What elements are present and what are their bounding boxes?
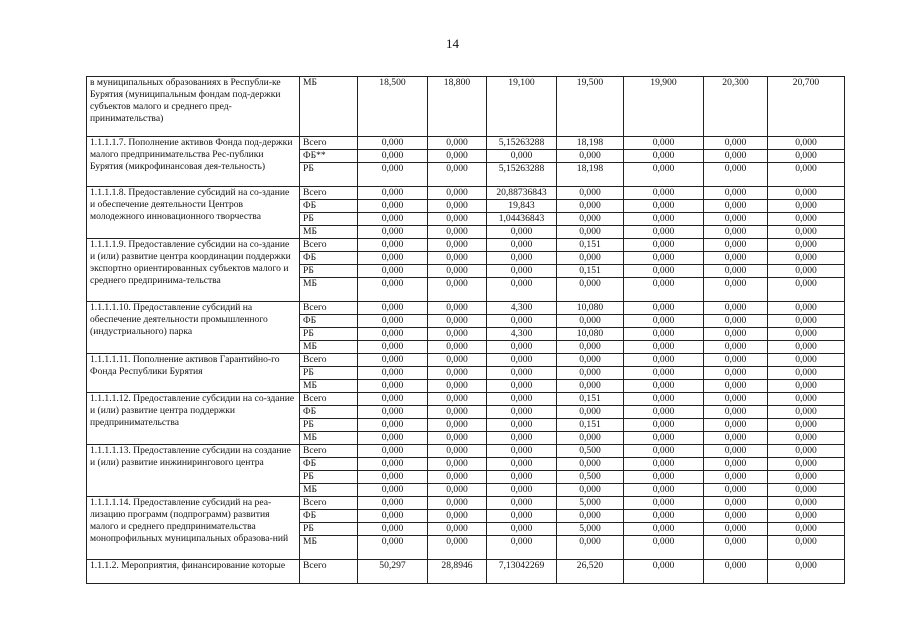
funding-source: МБ (300, 536, 358, 560)
amount-cell: 0,000 (624, 226, 704, 239)
amount-cell: 0,000 (487, 458, 557, 471)
amount-cell: 0,000 (557, 380, 624, 393)
amount-cell: 0,000 (557, 432, 624, 445)
activity-description: 1.1.1.1.11. Пополнение активов Гарантийно-го Фонда Республики Бурятия (87, 354, 300, 393)
table-row (87, 239, 845, 252)
amount-cell: 0,000 (428, 302, 487, 315)
amount-cell: 0,000 (768, 328, 845, 341)
amount-cell: 0,000 (768, 445, 845, 458)
table-row (87, 445, 845, 458)
amount-cell: 0,000 (428, 497, 487, 510)
amount-cell: 0,000 (704, 419, 768, 432)
amount-cell: 0,000 (428, 265, 487, 278)
amount-cell: 0,000 (768, 432, 845, 445)
amount-cell: 0,000 (557, 406, 624, 419)
amount-cell: 0,000 (704, 432, 768, 445)
amount-cell: 20,88736843 (487, 187, 557, 200)
amount-cell: 0,000 (358, 471, 428, 484)
funding-source: ФБ (300, 458, 358, 471)
amount-cell: 0,000 (704, 497, 768, 510)
amount-cell: 0,000 (768, 393, 845, 406)
amount-cell: 0,000 (704, 341, 768, 354)
amount-cell: 0,000 (704, 200, 768, 213)
funding-source: Всего (300, 393, 358, 406)
amount-cell: 0,000 (487, 226, 557, 239)
amount-cell: 0,000 (768, 419, 845, 432)
amount-cell: 0,000 (487, 445, 557, 458)
amount-cell: 0,000 (487, 497, 557, 510)
funding-source: МБ (300, 226, 358, 239)
amount-cell: 0,151 (557, 393, 624, 406)
amount-cell: 0,000 (768, 252, 845, 265)
amount-cell: 0,151 (557, 419, 624, 432)
funding-source: МБ (300, 278, 358, 302)
amount-cell: 0,000 (768, 150, 845, 163)
amount-cell: 0,000 (768, 484, 845, 497)
table-row (87, 137, 845, 150)
amount-cell: 0,000 (428, 484, 487, 497)
amount-cell: 0,000 (428, 419, 487, 432)
funding-source: РБ (300, 523, 358, 536)
funding-source: ФБ (300, 200, 358, 213)
amount-cell: 0,000 (358, 239, 428, 252)
amount-cell: 19,843 (487, 200, 557, 213)
amount-cell: 0,000 (428, 328, 487, 341)
amount-cell: 0,000 (624, 471, 704, 484)
amount-cell: 0,000 (768, 523, 845, 536)
amount-cell: 0,500 (557, 471, 624, 484)
funding-source: РБ (300, 328, 358, 341)
amount-cell: 0,000 (704, 536, 768, 560)
amount-cell: 0,000 (428, 354, 487, 367)
activity-description: 1.1.1.1.12. Предоставление субсидии на со-здание и (или) развитие центра поддержки предпринимательства (87, 393, 300, 445)
amount-cell: 0,000 (428, 278, 487, 302)
amount-cell: 0,000 (704, 187, 768, 200)
funding-source: Всего (300, 560, 358, 584)
amount-cell: 0,000 (704, 406, 768, 419)
amount-cell: 0,000 (704, 265, 768, 278)
amount-cell: 0,000 (768, 239, 845, 252)
amount-cell: 0,000 (428, 510, 487, 523)
amount-cell: 0,000 (704, 137, 768, 150)
amount-cell: 0,000 (358, 497, 428, 510)
amount-cell: 0,000 (428, 213, 487, 226)
amount-cell: 0,000 (557, 510, 624, 523)
amount-cell: 0,000 (358, 278, 428, 302)
funding-source: РБ (300, 213, 358, 226)
amount-cell: 0,000 (487, 380, 557, 393)
amount-cell: 0,000 (704, 458, 768, 471)
page-number: 14 (446, 36, 459, 51)
amount-cell: 0,000 (704, 393, 768, 406)
amount-cell: 0,000 (624, 354, 704, 367)
amount-cell: 0,000 (358, 484, 428, 497)
amount-cell: 0,000 (428, 341, 487, 354)
amount-cell: 5,000 (557, 497, 624, 510)
activity-description: 1.1.1.1.13. Предоставление субсидии на создание и (или) развитие инжинирингового центра (87, 445, 300, 497)
amount-cell: 19,900 (624, 77, 704, 137)
amount-cell: 0,000 (704, 239, 768, 252)
amount-cell: 0,000 (557, 226, 624, 239)
amount-cell: 0,000 (487, 406, 557, 419)
amount-cell: 0,000 (358, 226, 428, 239)
table-row (87, 302, 845, 315)
amount-cell: 0,000 (704, 484, 768, 497)
amount-cell: 0,000 (768, 187, 845, 200)
activity-description: 1.1.1.1.14. Предоставление субсидий на реа-лизацию программ (подпрограмм) развития малого и среднего предпринимательства монопрофильных муниципальных образова-ний (87, 497, 300, 560)
amount-cell: 0,000 (704, 523, 768, 536)
amount-cell: 0,000 (624, 137, 704, 150)
amount-cell: 0,000 (358, 354, 428, 367)
amount-cell: 0,000 (624, 393, 704, 406)
amount-cell: 0,000 (487, 315, 557, 328)
amount-cell: 0,000 (624, 523, 704, 536)
amount-cell: 0,000 (704, 471, 768, 484)
amount-cell: 0,000 (428, 536, 487, 560)
funding-source: Всего (300, 497, 358, 510)
amount-cell: 0,000 (768, 341, 845, 354)
amount-cell: 0,000 (557, 341, 624, 354)
amount-cell: 0,000 (428, 445, 487, 458)
amount-cell: 19,500 (557, 77, 624, 137)
amount-cell: 50,297 (358, 560, 428, 584)
amount-cell: 0,000 (704, 226, 768, 239)
amount-cell: 0,000 (557, 315, 624, 328)
table-row (87, 354, 845, 367)
funding-source: МБ (300, 432, 358, 445)
amount-cell: 0,000 (768, 137, 845, 150)
amount-cell: 0,000 (428, 393, 487, 406)
activity-description: 1.1.1.1.8. Предоставление субсидий на со-здание и обеспечение деятельности Центров молодежного инновационного творчества (87, 187, 300, 239)
amount-cell: 0,000 (358, 445, 428, 458)
amount-cell: 0,000 (557, 278, 624, 302)
amount-cell: 0,000 (624, 445, 704, 458)
amount-cell: 0,000 (358, 419, 428, 432)
amount-cell: 0,000 (428, 315, 487, 328)
amount-cell: 0,000 (768, 354, 845, 367)
amount-cell: 0,000 (487, 367, 557, 380)
amount-cell: 0,000 (624, 380, 704, 393)
amount-cell: 0,000 (704, 354, 768, 367)
amount-cell: 0,000 (487, 393, 557, 406)
amount-cell: 0,000 (704, 278, 768, 302)
amount-cell: 0,000 (768, 536, 845, 560)
table-row (87, 393, 845, 406)
amount-cell: 0,000 (358, 510, 428, 523)
amount-cell: 0,000 (487, 536, 557, 560)
amount-cell: 0,000 (487, 150, 557, 163)
activity-description: 1.1.1.1.7. Пополнение активов Фонда под-держки малого предпринимательства Рес-публики Бурятия (микрофинансовая дея-тельность) (87, 137, 300, 187)
funding-source: МБ (300, 380, 358, 393)
amount-cell: 0,500 (557, 445, 624, 458)
funding-source: РБ (300, 367, 358, 380)
budget-table (86, 76, 845, 584)
amount-cell: 0,000 (487, 471, 557, 484)
amount-cell: 0,000 (428, 252, 487, 265)
amount-cell: 0,151 (557, 239, 624, 252)
amount-cell: 0,000 (428, 471, 487, 484)
amount-cell: 0,000 (557, 150, 624, 163)
amount-cell: 0,151 (557, 265, 624, 278)
amount-cell: 0,000 (358, 137, 428, 150)
amount-cell: 0,000 (428, 406, 487, 419)
amount-cell: 0,000 (487, 341, 557, 354)
amount-cell: 0,000 (358, 341, 428, 354)
amount-cell: 0,000 (624, 406, 704, 419)
amount-cell: 0,000 (428, 226, 487, 239)
amount-cell: 0,000 (768, 226, 845, 239)
amount-cell: 0,000 (557, 458, 624, 471)
amount-cell: 0,000 (704, 163, 768, 187)
funding-source: Всего (300, 137, 358, 150)
amount-cell: 0,000 (487, 354, 557, 367)
amount-cell: 0,000 (624, 484, 704, 497)
amount-cell: 0,000 (487, 523, 557, 536)
funding-source: РБ (300, 265, 358, 278)
funding-source: Всего (300, 445, 358, 458)
amount-cell: 0,000 (624, 458, 704, 471)
amount-cell: 0,000 (624, 432, 704, 445)
funding-source: Всего (300, 187, 358, 200)
amount-cell: 0,000 (428, 137, 487, 150)
amount-cell: 1,04436843 (487, 213, 557, 226)
amount-cell: 0,000 (557, 252, 624, 265)
amount-cell: 0,000 (557, 484, 624, 497)
amount-cell: 0,000 (358, 328, 428, 341)
amount-cell: 0,000 (768, 380, 845, 393)
funding-source: ФБ (300, 510, 358, 523)
amount-cell: 0,000 (704, 252, 768, 265)
funding-source: МБ (300, 341, 358, 354)
amount-cell: 0,000 (624, 328, 704, 341)
amount-cell: 0,000 (487, 419, 557, 432)
amount-cell: 0,000 (428, 380, 487, 393)
amount-cell: 0,000 (557, 536, 624, 560)
funding-source: РБ (300, 471, 358, 484)
amount-cell: 0,000 (487, 252, 557, 265)
table-row (87, 187, 845, 200)
amount-cell: 0,000 (358, 380, 428, 393)
amount-cell: 26,520 (557, 560, 624, 584)
funding-source: ФБ (300, 315, 358, 328)
amount-cell: 0,000 (768, 458, 845, 471)
amount-cell: 19,100 (487, 77, 557, 137)
amount-cell: 0,000 (358, 315, 428, 328)
amount-cell: 0,000 (704, 328, 768, 341)
funding-source: ФБ (300, 406, 358, 419)
amount-cell: 0,000 (624, 315, 704, 328)
amount-cell: 0,000 (557, 367, 624, 380)
amount-cell: 0,000 (704, 367, 768, 380)
amount-cell: 0,000 (624, 302, 704, 315)
activity-description: 1.1.1.2. Мероприятия, финансирование которые (87, 560, 300, 584)
amount-cell: 0,000 (768, 471, 845, 484)
funding-source: МБ (300, 77, 358, 137)
table-row (87, 497, 845, 510)
amount-cell: 0,000 (624, 200, 704, 213)
amount-cell: 0,000 (557, 354, 624, 367)
amount-cell: 0,000 (768, 560, 845, 584)
amount-cell: 0,000 (624, 187, 704, 200)
table-row (87, 77, 845, 137)
amount-cell: 18,800 (428, 77, 487, 137)
amount-cell: 0,000 (358, 150, 428, 163)
amount-cell: 0,000 (624, 560, 704, 584)
amount-cell: 5,15263288 (487, 137, 557, 150)
amount-cell: 0,000 (624, 278, 704, 302)
amount-cell: 28,8946 (428, 560, 487, 584)
amount-cell: 0,000 (624, 367, 704, 380)
amount-cell: 0,000 (624, 265, 704, 278)
activity-description: 1.1.1.1.9. Предоставление субсидии на со-здание и (или) развитие центра координации поддержки экспортно ориентированных субъектов малого и среднего предпринима-тельства (87, 239, 300, 302)
amount-cell: 0,000 (768, 367, 845, 380)
amount-cell: 10,080 (557, 328, 624, 341)
amount-cell: 0,000 (428, 458, 487, 471)
amount-cell: 0,000 (358, 163, 428, 187)
funding-source: ФБ (300, 252, 358, 265)
activity-description: в муниципальных образованиях в Республи-ке Бурятия (муниципальным фондам под-держки субъектов малого и среднего пред-принимательства) (87, 77, 300, 137)
funding-source: МБ (300, 484, 358, 497)
funding-source: РБ (300, 419, 358, 432)
amount-cell: 0,000 (358, 265, 428, 278)
amount-cell: 0,000 (428, 200, 487, 213)
amount-cell: 18,198 (557, 137, 624, 150)
amount-cell: 5,15263288 (487, 163, 557, 187)
amount-cell: 0,000 (487, 432, 557, 445)
amount-cell: 0,000 (428, 150, 487, 163)
amount-cell: 0,000 (358, 252, 428, 265)
amount-cell: 10,080 (557, 302, 624, 315)
funding-source: Всего (300, 239, 358, 252)
amount-cell: 18,500 (358, 77, 428, 137)
amount-cell: 0,000 (428, 187, 487, 200)
funding-source: Всего (300, 354, 358, 367)
amount-cell: 0,000 (768, 200, 845, 213)
amount-cell: 0,000 (768, 278, 845, 302)
amount-cell: 0,000 (768, 510, 845, 523)
amount-cell: 0,000 (768, 497, 845, 510)
amount-cell: 0,000 (768, 302, 845, 315)
funding-source: РБ (300, 163, 358, 187)
amount-cell: 5,000 (557, 523, 624, 536)
amount-cell: 0,000 (768, 265, 845, 278)
amount-cell: 0,000 (557, 187, 624, 200)
amount-cell: 0,000 (487, 484, 557, 497)
amount-cell: 0,000 (704, 560, 768, 584)
amount-cell: 0,000 (704, 213, 768, 226)
table-row (87, 560, 845, 584)
amount-cell: 0,000 (704, 150, 768, 163)
amount-cell: 4,300 (487, 328, 557, 341)
amount-cell: 0,000 (487, 278, 557, 302)
amount-cell: 0,000 (704, 445, 768, 458)
amount-cell: 0,000 (428, 367, 487, 380)
amount-cell: 0,000 (358, 393, 428, 406)
amount-cell: 0,000 (704, 380, 768, 393)
amount-cell: 0,000 (624, 252, 704, 265)
amount-cell: 0,000 (768, 406, 845, 419)
amount-cell: 20,700 (768, 77, 845, 137)
amount-cell: 0,000 (624, 510, 704, 523)
amount-cell: 20,300 (704, 77, 768, 137)
amount-cell: 0,000 (624, 163, 704, 187)
amount-cell: 0,000 (704, 315, 768, 328)
amount-cell: 0,000 (358, 458, 428, 471)
amount-cell: 0,000 (487, 265, 557, 278)
amount-cell: 0,000 (704, 510, 768, 523)
amount-cell: 0,000 (557, 213, 624, 226)
amount-cell: 0,000 (428, 163, 487, 187)
amount-cell: 0,000 (358, 302, 428, 315)
amount-cell: 0,000 (624, 150, 704, 163)
amount-cell: 0,000 (428, 239, 487, 252)
amount-cell: 4,300 (487, 302, 557, 315)
amount-cell: 0,000 (358, 432, 428, 445)
activity-description: 1.1.1.1.10. Предоставление субсидий на обеспечение деятельности промышленного (индустриального) парка (87, 302, 300, 354)
amount-cell: 0,000 (358, 536, 428, 560)
amount-cell: 0,000 (704, 302, 768, 315)
amount-cell: 0,000 (624, 239, 704, 252)
amount-cell: 0,000 (487, 510, 557, 523)
amount-cell: 0,000 (557, 200, 624, 213)
amount-cell: 0,000 (358, 367, 428, 380)
amount-cell: 0,000 (768, 163, 845, 187)
amount-cell: 0,000 (358, 213, 428, 226)
amount-cell: 0,000 (487, 239, 557, 252)
amount-cell: 18,198 (557, 163, 624, 187)
funding-source: ФБ** (300, 150, 358, 163)
amount-cell: 0,000 (624, 497, 704, 510)
amount-cell: 0,000 (624, 536, 704, 560)
funding-source: Всего (300, 302, 358, 315)
amount-cell: 0,000 (624, 341, 704, 354)
amount-cell: 0,000 (358, 187, 428, 200)
amount-cell: 7,13042269 (487, 560, 557, 584)
amount-cell: 0,000 (428, 432, 487, 445)
amount-cell: 0,000 (768, 213, 845, 226)
amount-cell: 0,000 (358, 200, 428, 213)
amount-cell: 0,000 (358, 406, 428, 419)
amount-cell: 0,000 (428, 523, 487, 536)
amount-cell: 0,000 (358, 523, 428, 536)
amount-cell: 0,000 (768, 315, 845, 328)
amount-cell: 0,000 (624, 213, 704, 226)
amount-cell: 0,000 (624, 419, 704, 432)
